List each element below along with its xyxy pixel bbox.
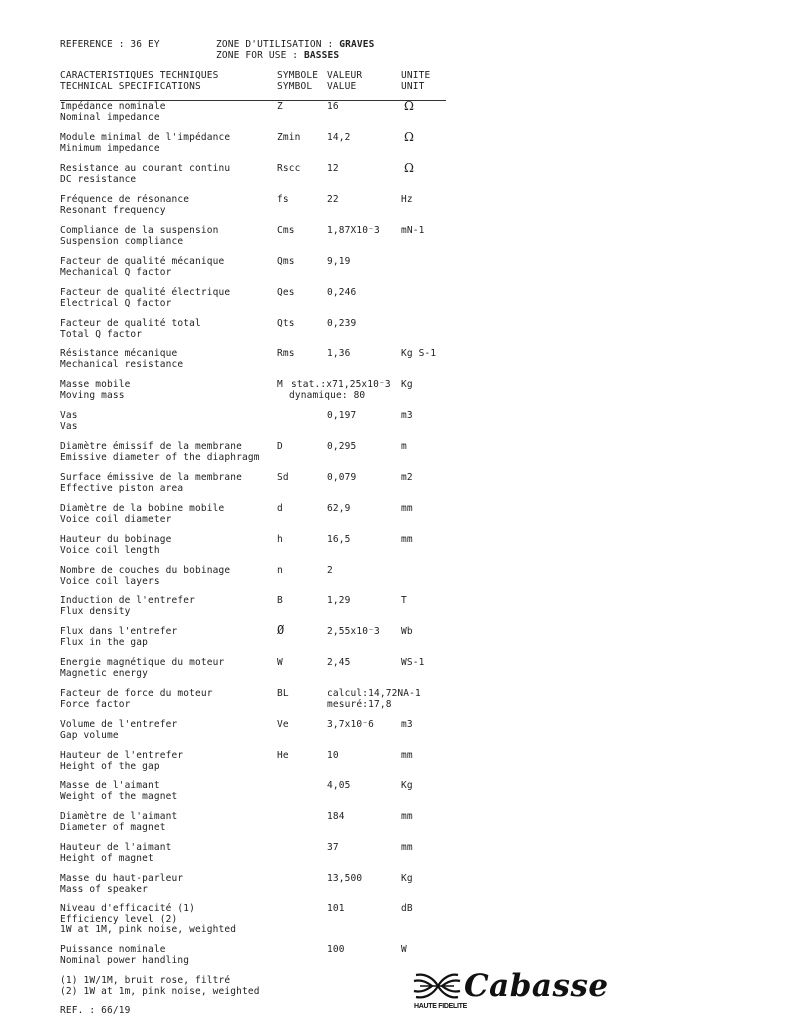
spec-row — [60, 161, 500, 188]
spec-en: Nominal impedance — [60, 111, 160, 123]
spec-value: 12 — [327, 163, 339, 174]
spec-en: Height of the gap — [60, 760, 160, 772]
spec-fr: Resistance au courant continu — [60, 163, 231, 174]
spec-row — [60, 504, 500, 528]
spec-en: Weight of the magnet — [60, 790, 178, 802]
spec-unit: Kg S-1 — [401, 348, 437, 359]
spec-symbol: h — [277, 534, 283, 545]
footnote-1: (1) 1W/1M, bruit rose, filtré — [60, 975, 231, 986]
spec-symbol: Qts — [277, 318, 295, 329]
spec-fr: Nombre de couches du bobinage — [60, 565, 231, 576]
spec-value: 0,295 — [327, 441, 357, 452]
zone-fr-value: GRAVES — [339, 39, 375, 50]
spec-fr: Facteur de qualité électrique — [60, 287, 231, 298]
spec-en: Magnetic energy — [60, 667, 149, 679]
spec-en: Mechanical resistance — [60, 358, 184, 370]
spec-fr: Volume de l'entrefer — [60, 719, 178, 730]
spec-symbol: Z — [277, 101, 283, 112]
spec-en: DC resistance — [60, 173, 137, 185]
spec-fr: Energie magnétique du moteur — [60, 657, 225, 668]
spec-value: 14,2 — [327, 132, 351, 143]
spec-symbol: d — [277, 503, 283, 514]
spec-row — [60, 473, 500, 497]
spec-row — [60, 380, 500, 404]
spec-value: 0,079 — [327, 472, 357, 483]
spec-row — [60, 751, 500, 775]
spec-value-secondary: dynamique: 80 — [289, 389, 366, 401]
spec-value-secondary: mesuré:17,8 — [327, 698, 392, 710]
brand-name: Cabasse — [464, 968, 609, 1004]
spec-symbol: Qes — [277, 287, 295, 298]
spec-unit: m — [401, 441, 407, 452]
ref-number: REF. : 66/19 — [60, 1005, 131, 1016]
spec-value: 16,5 — [327, 534, 351, 545]
spec-unit: Kg — [401, 379, 413, 390]
spec-row — [60, 257, 500, 281]
col-value: VALUE — [327, 80, 357, 92]
spec-row — [60, 874, 500, 898]
spec-symbol: Ve — [277, 719, 289, 730]
spec-fr: Fréquence de résonance — [60, 194, 190, 205]
spec-en: Gap volume — [60, 729, 119, 741]
spec-fr: Masse du haut-parleur — [60, 873, 184, 884]
spec-unit: Wb — [401, 626, 413, 637]
spec-unit: mm — [401, 811, 413, 822]
spec-symbol: Zmin — [277, 132, 301, 143]
spec-en: Electrical Q factor — [60, 297, 172, 309]
spec-value: 0,239 — [327, 318, 357, 329]
spec-row — [60, 319, 500, 343]
spec-value: 10 — [327, 750, 339, 761]
spec-unit: Ω — [404, 161, 415, 175]
spec-en: Mechanical Q factor — [60, 266, 172, 278]
spec-value: 100 — [327, 944, 345, 955]
spec-unit: Kg — [401, 873, 413, 884]
spec-symbol: Qms — [277, 256, 295, 267]
spec-symbol: D — [277, 441, 283, 452]
brand-tagline: HAUTE FIDELITE — [414, 1003, 467, 1010]
zone-en-label: ZONE FOR USE : — [216, 50, 305, 61]
spec-fr: Surface émissive de la membrane — [60, 472, 242, 483]
col-specifications: TECHNICAL SPECIFICATIONS — [60, 80, 201, 92]
spec-unit: mm — [401, 750, 413, 761]
spec-value: 0,197 — [327, 410, 357, 421]
spec-fr: Module minimal de l'impédance — [60, 132, 231, 143]
spec-value: 101 — [327, 903, 345, 914]
spec-en: Emissive diameter of the diaphragm — [60, 451, 260, 463]
spec-en: Force factor — [60, 698, 131, 710]
spec-en: Diameter of magnet — [60, 821, 166, 833]
spec-symbol: B — [277, 595, 283, 606]
spec-fr: Impédance nominale — [60, 101, 166, 112]
spec-unit: Kg — [401, 780, 413, 791]
spec-en: Voice coil diameter — [60, 513, 172, 525]
spec-unit: mm — [401, 534, 413, 545]
spec-fr: Puissance nominale — [60, 944, 166, 955]
spec-unit: WS-1 — [401, 657, 425, 668]
spec-symbol: W — [277, 657, 283, 668]
spec-value: 184 — [327, 811, 345, 822]
zone-en-value: BASSES — [304, 50, 340, 61]
spec-fr: Résistance mécanique — [60, 348, 178, 359]
spec-value: 22 — [327, 194, 339, 205]
spec-unit: Ω — [404, 130, 415, 144]
spec-unit: dB — [401, 903, 413, 914]
spec-en: Minimum impedance — [60, 142, 160, 154]
spec-unit: mN-1 — [401, 225, 425, 236]
spec-unit: Hz — [401, 194, 413, 205]
spec-fr: Diamètre de l'aimant — [60, 811, 178, 822]
spec-en: Vas — [60, 420, 78, 432]
spec-row — [60, 904, 500, 938]
spec-row — [60, 843, 500, 867]
spec-value: 4,05 — [327, 780, 351, 791]
spec-unit: T — [401, 595, 407, 606]
spec-symbol: Sd — [277, 472, 289, 483]
spec-en: Efficiency level (2) — [60, 913, 178, 925]
spec-fr: Diamètre de la bobine mobile — [60, 503, 225, 514]
spec-fr: Compliance de la suspension — [60, 225, 219, 236]
spec-fr: Vas — [60, 410, 78, 421]
spec-fr: Facteur de qualité mécanique — [60, 256, 225, 267]
spec-en: Flux in the gap — [60, 636, 149, 648]
col-symbole: SYMBOLE — [277, 70, 319, 81]
spec-row — [60, 812, 500, 836]
spec-row — [60, 130, 500, 157]
spec-en: Effective piston area — [60, 482, 184, 494]
spec-unit: Ω — [404, 99, 415, 113]
spec-unit: m3 — [401, 410, 413, 421]
spec-row — [60, 195, 500, 219]
zone-fr-label: ZONE D'UTILISATION : — [216, 39, 340, 50]
spec-row — [60, 623, 500, 651]
col-valeur: VALEUR — [327, 70, 363, 81]
spec-fr: Hauteur de l'aimant — [60, 842, 172, 853]
spec-symbol: He — [277, 750, 289, 761]
spec-value: 2 — [327, 565, 333, 576]
spec-unit: m2 — [401, 472, 413, 483]
spec-row — [60, 535, 500, 559]
spec-unit: mm — [401, 842, 413, 853]
spec-en: Moving mass — [60, 389, 125, 401]
col-symbol: SYMBOL — [277, 80, 313, 92]
spec-fr: Facteur de force du moteur — [60, 688, 213, 699]
spec-row — [60, 442, 500, 466]
spec-row — [60, 226, 500, 250]
spec-symbol: Rscc — [277, 163, 301, 174]
spec-row — [60, 658, 500, 682]
spec-fr: Flux dans l'entrefer — [60, 626, 178, 637]
spec-en: Voice coil layers — [60, 575, 160, 587]
spec-value: 2,55x10⁻3 — [327, 626, 380, 637]
spec-fr: Masse de l'aimant — [60, 780, 160, 791]
spec-en: Suspension compliance — [60, 235, 184, 247]
spec-en: Flux density — [60, 605, 131, 617]
spec-symbol: fs — [277, 194, 289, 205]
spec-symbol: n — [277, 565, 283, 576]
spec-value: 13,500 — [327, 873, 363, 884]
spec-en: Total Q factor — [60, 328, 143, 340]
spec-en: Nominal power handling — [60, 954, 190, 966]
spec-symbol: Cms — [277, 225, 295, 236]
spec-row — [60, 596, 500, 620]
spec-unit: m3 — [401, 719, 413, 730]
spec-row — [60, 99, 500, 126]
spec-value: 37 — [327, 842, 339, 853]
col-unite: UNITE — [401, 70, 431, 81]
spec-fr: Masse mobile — [60, 379, 131, 390]
spec-fr: Facteur de qualité total — [60, 318, 201, 329]
cabasse-logo — [412, 966, 652, 1018]
spec-value: 1,29 — [327, 595, 351, 606]
spec-en: Mass of speaker — [60, 883, 149, 895]
spec-en-secondary: 1W at 1M, pink noise, weighted — [60, 924, 237, 935]
spec-unit: W — [401, 944, 407, 955]
spec-value: 1,87X10⁻3 — [327, 225, 380, 236]
spec-row — [60, 288, 500, 312]
zone-fr — [216, 40, 374, 51]
spec-row — [60, 720, 500, 744]
spec-symbol: BL — [277, 688, 289, 699]
spec-en: Voice coil length — [60, 544, 160, 556]
spec-row — [60, 411, 500, 435]
spec-symbol: Rms — [277, 348, 295, 359]
spec-value: 0,246 — [327, 287, 357, 298]
spec-en: Height of magnet — [60, 852, 154, 864]
spec-row — [60, 781, 500, 805]
zone-en — [216, 51, 339, 62]
spec-value: 3,7x10⁻6 — [327, 719, 374, 730]
col-unit: UNIT — [401, 80, 425, 92]
spec-fr: Hauteur de l'entrefer — [60, 750, 184, 761]
spec-row — [60, 349, 500, 373]
spec-value: 16 — [327, 101, 339, 112]
spec-en: Resonant frequency — [60, 204, 166, 216]
spec-unit: mm — [401, 503, 413, 514]
spec-value: calcul:14,72NA-1 — [327, 688, 421, 699]
spec-value: stat.:x71,25x10⁻3 — [291, 379, 391, 390]
spec-symbol: M — [277, 379, 283, 390]
spec-value: 1,36 — [327, 348, 351, 359]
spec-value: 62,9 — [327, 503, 351, 514]
spec-fr: Niveau d'efficacité (1) — [60, 903, 195, 914]
reference-label: REFERENCE : 36 EY — [60, 39, 160, 50]
spec-value: 9,19 — [327, 256, 351, 267]
cabasse-emblem-icon — [412, 969, 462, 1003]
spec-fr: Induction de l'entrefer — [60, 595, 195, 606]
spec-fr: Hauteur du bobinage — [60, 534, 172, 545]
spec-row — [60, 566, 500, 590]
spec-value: 2,45 — [327, 657, 351, 668]
spec-row — [60, 689, 500, 713]
spec-symbol: Ø — [277, 623, 285, 637]
spec-fr: Diamètre émissif de la membrane — [60, 441, 242, 452]
col-caracteristiques: CARACTERISTIQUES TECHNIQUES — [60, 70, 219, 81]
footnote-2: (2) 1W at 1m, pink noise, weighted — [60, 985, 260, 997]
